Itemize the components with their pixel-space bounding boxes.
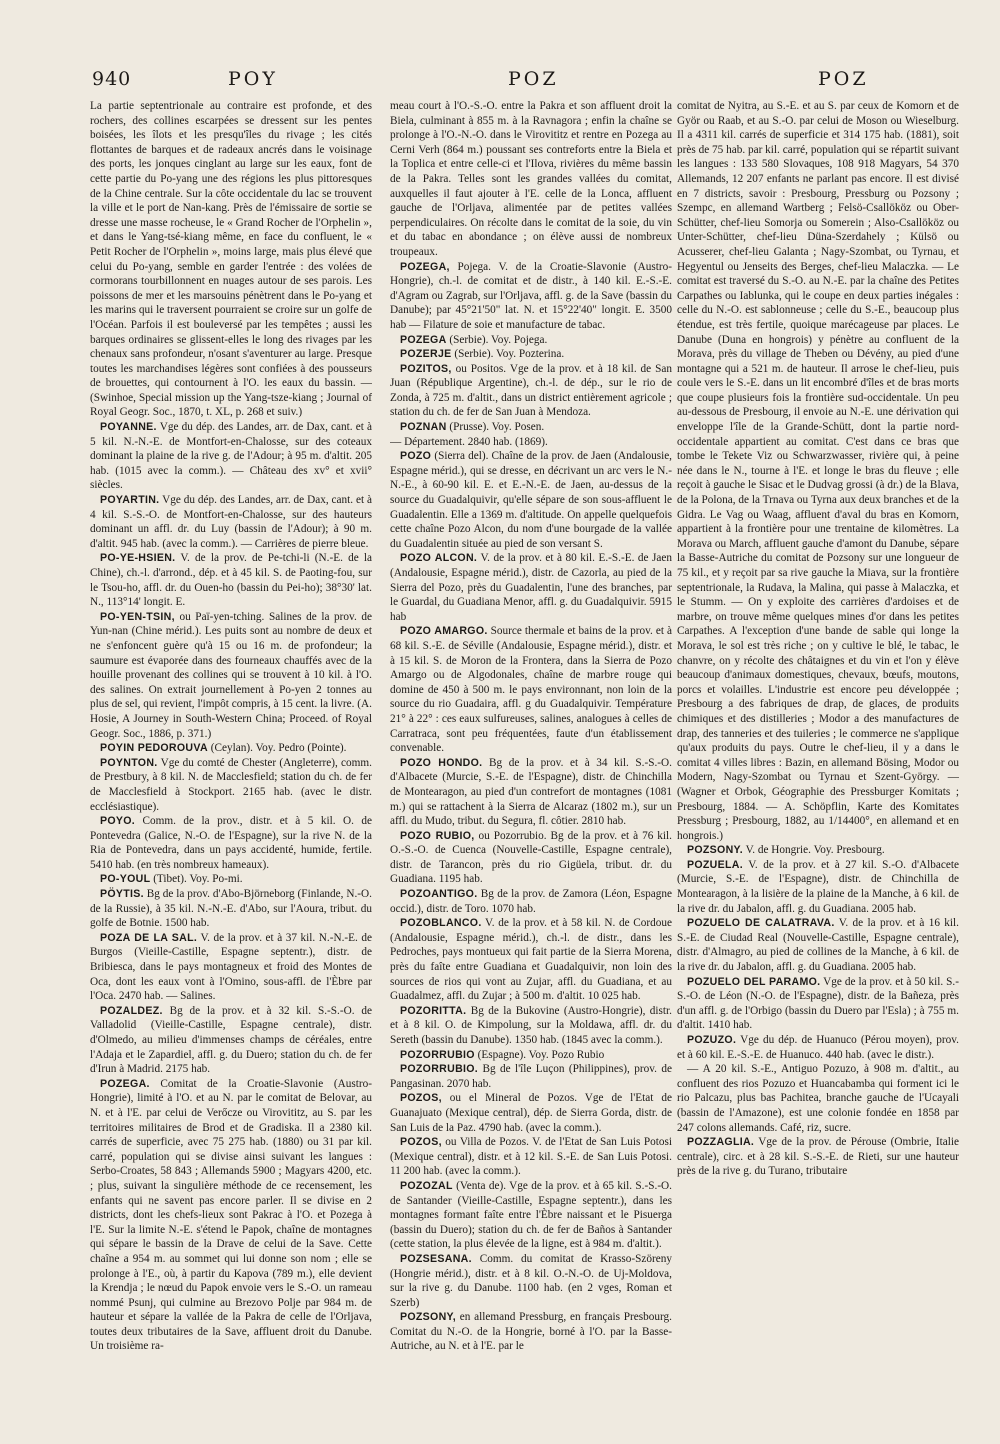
entry-text: en allemand Pressburg, en français Presbourg. Comitat du N.-O. de la Hongrie, borné à l'O. par la Basse-Autriche, au N. et à l'E. par le <box>390 1311 672 1353</box>
entry-headword: POZO AMARGO. <box>400 625 488 638</box>
entry-text: Pojega. V. de la Croatie-Slavonie (Austro-Hongrie), ch.-l. de comitat et de distr., à 140 kil. E.-S.-E. d'Agram ou Zagrab, sur l'Orljava, affl. g. de la Save (bassin du Danube); par 45°21'50" lat. N. et 15°22'40" longit. E. 3500 hab — Filature de soie et manufacture de tabac. <box>390 260 672 331</box>
entry-headword: POYIN PEDOROUVA <box>100 742 208 755</box>
dictionary-entry <box>677 1033 959 1062</box>
dictionary-entry <box>90 493 372 551</box>
dictionary-entry <box>390 1062 672 1091</box>
dictionary-entry <box>390 756 672 829</box>
dictionary-entry <box>677 916 959 974</box>
entry-text: V. de la prov. et à 58 kil. N. de Cordoue (Andalousie, Espagne mérid.), ch.-l. de distr., dans les Pedroches, pays montueux qui fait partie de la Sierra Morena, près du faîte entre Guadiana et Guadalquivir, non loin des sources de rios qui vont au Zujar, affl. du Guadiana, et au Guadalmez, affl. du Zujar ; à 500 m. d'altit. 10 025 hab. <box>390 917 672 1003</box>
dictionary-entry <box>677 1135 959 1179</box>
dictionary-entry <box>390 1252 672 1310</box>
dictionary-entry <box>390 916 672 1004</box>
dictionary-entry <box>90 1004 372 1077</box>
entry-headword: PO-YOUL <box>100 873 151 886</box>
entry-headword: POZO HONDO. <box>400 756 483 769</box>
entry-headword: POZORRUBIO <box>400 1048 475 1061</box>
text-column-left <box>90 99 372 1429</box>
entry-headword: POYANNE. <box>100 421 157 434</box>
dictionary-entry <box>90 756 372 814</box>
text-column-middle <box>390 99 672 1429</box>
entry-text: comitat de Nyitra, au S.-E. et au S. par ceux de Komorn et de Györ ou Raab, et au S.-O. par celui de Moson ou Wieselburg. Il a 4311 kil. carrés de superficie et 314 175 hab. (1881), soit près de 75 hab. par kil. carré, population qui se répartit suivant les langues : 133 580 Slovaques, 108 918 Magyars, 54 370 Allemands, 12 207 enfants ne parlant pas encore. Il est divisé en 7 districts, savoir : Presbourg, Pressburg ou Pozsony ; Szempc, en allemand Wartberg ; Felsö-Csallököz ou Ober-Schütter, chef-lieu Somorja ou Somerein ; Also-Csallököz ou Unter-Schütter, chef-lieu Düna-Szerdahely ; Külsö ou Acusserer, chef-lieu Galanta ; Nagy-Szombat, ou Tyrnau, et Hegyentul ou Jenseits des Berges, chef-lieu Malaczka. — Le comitat est traversé du S.-O. au N.-E. par la chaîne des Petites Carpathes ou Iablunka, qui le coupe en deux parties inégales : celle du N.-O. est sablonneuse ; celle du S.-E., beaucoup plus étendue, est très fertile, quoique marécageuse par places. Le Danube (Duna en hongrois) y pénètre au confluent de la Morava, près du village de Theben ou Dévény, au pied d'une montagne qui a 521 m. de hauteur. Il arrose le chef-lieu, puis coule vers le S.-E. dans un lit encombré d'îles et de bras morts que coupe plusieurs fois la frontière sud-occidentale. Un peu au-dessous de Presbourg, il envoie au N.-E. une dérivation qui enveloppe l'île de la Grande-Schütt, dont la partie nord-occidentale appartient au comitat. C'est dans ce bras que tombe le Tekete Viz ou Schwarzwasser, rivière qui, à peine née dans le N., tourne à l'E. et longe le bras du fleuve ; elle reçoit à gauche le Sisac et le Dudvag grossi (à dr.) de la Blava, de la Polona, de la Trnava ou Tyrna aux deux branches et de la Gidra. Le Vag ou Waag, affluent d'aval du bras en Komorn, appartient à la frontière pour une trentaine de kilomètres. La Morava ou March, affluent gauche d'amont du Danube, sépare la Basse-Autriche du comitat de Pozsony sur une longueur de 75 kil., et y reçoit par sa rive gauche la Miava, sur la frontière septentrionale, la Rudava, la Malina, qui passe à Malaczka, et le Stumm. — On y exploite des carrières d'ardoises et de marbre, on trouve même quelques mines d'or dans les petites Carpathes. A l'exception d'une bande de sable qui longe la Morava, le sol est très riche ; on y cultive le blé, le tabac, le chanvre, on y récolte des châtaignes et du vin et l'on y élève beaucoup d'animaux domestiques, chevaux, bœufs, moutons, porcs et volailles. L'industrie est encore peu développée ; Presbourg a des fabriques de drap, de glaces, de produits chimiques et des distilleries ; Modor a des manufactures de drap, des tanneries et des tuileries ; le commerce ne s'applique qu'aux produits du pays. Outre le chef-lieu, il y a dans le comitat 4 villes libres : Bazin, en allemand Bösing, Modor ou Modern, Nagy-Szombat ou Tyrnau et Szent-György. — (Wagner et Orbok, Géographie des Pressburger Komitats ; Presbourg, 1884. — A. Schöpflin, Karte des Komitates Pressburg ; Presbourg, 1882, au 1/14400°, en allemand et en hongrois.) <box>677 100 959 842</box>
entry-text: Vge du dép. de Huanuco (Pérou moyen), prov. et à 60 kil. E.-S.-E. de Huanuco. 440 hab. (avec le distr.). <box>677 1034 959 1061</box>
dictionary-entry <box>390 420 672 435</box>
entry-text: V. de la prov. et à 16 kil. S.-E. de Ciudad Real (Nouvelle-Castille, Espagne centrale), distr. d'Almagro, au pied de collines de la Manche, à 6 kil. de la rive dr. du Jabalon, affl. g. du Guadiana. 2005 hab. <box>677 917 959 974</box>
dictionary-entry <box>390 333 672 348</box>
entry-headword: POZA DE LA SAL. <box>100 931 198 944</box>
dictionary-entry <box>390 99 672 260</box>
dictionary-entry <box>90 887 372 931</box>
entry-headword: POZEGA. <box>100 1077 150 1090</box>
entry-text: Comm. de la prov., distr. et à 5 kil. O. de Pontevedra (Galice, N.-O. de l'Espagne), sur la rive N. de la Ria de Pontevedra, dans un pays accidenté, humide, fertile. 5410 hab. (en très nombreux hameaux). <box>90 815 372 871</box>
dictionary-entry <box>390 1135 672 1179</box>
entry-text: ou Pozorrubio. Bg de la prov. et à 76 kil. O.-S.-O. de Cuenca (Nouvelle-Castille, Espagne centrale), distr. de Tarancon, près du rio Gigüela, tribut. dr. du Guadiana. 1195 hab. <box>390 829 672 886</box>
entry-text: Comitat de la Croatie-Slavonie (Austro-Hongrie), limité à l'O. et au N. par le comitat de Belovar, au N. et à l'E. par celui de Verőcze ou Virovititz, au S. par les territoires militaires de Brod et de Gradiska. Il a 2380 kil. carrés de superficie, avec 75 275 hab. (1880) ou 31 par kil. carré, population qui se divise ainsi suivant les langues : Serbo-Croates, 58 843 ; Allemands 5900 ; Magyars 4200, etc. ; plus, suivant la singulière méthode de ce recensement, les enfants qui ne savent pas encore parler. Il se divise en 2 districts, dont les chefs-lieux sont Pakrac à l'O. et Pozega à l'E. Sur la limite N.-E. s'étend le Papok, chaîne de montagnes qui sépare le bassin de la Drave de celui de la Save. Cette chaîne a 954 m. au sommet qui lui donne son nom ; elle se prolonge à l'E., où, à partir du Kapova (789 m.), elle devient la Krendja ; le nœud du Papok envoie vers le S.-O. un rameau nommé Psunj, qui culmine au Brezovo Polje par 984 m. de hauteur et sépare la vallée de la Pakra de celle de l'Orljava, toutes deux tributaires de la Save, affluent droit du Danube. Un troisième ra- <box>90 1077 372 1353</box>
text-column-right <box>677 99 959 1429</box>
entry-headword: PO-YEN-TSIN, <box>100 610 175 623</box>
entry-headword: POZUELO DEL PARAMO. <box>687 975 821 988</box>
entry-text: — A 20 kil. S.-E., Antiguo Pozuzo, à 908 m. d'altit., au confluent des rios Pozuzo et Huancabamba qui forment ici le rio Palcazu, plus bas Pachitea, branche gauche de l'Ucayali (bassin de l'Amazone), est une colonie fondée en 1858 par 247 colons allemands. Café, riz, sucre. <box>677 1063 959 1134</box>
entry-text: (Serbie). Voy. Pojega. <box>446 333 548 346</box>
entry-text: (Ceylan). Voy. Pedro (Pointe). <box>207 742 347 755</box>
page-number: 940 <box>92 68 132 90</box>
dictionary-entry <box>390 1179 672 1252</box>
dictionary-entry <box>390 362 672 420</box>
page-header <box>0 66 1000 100</box>
entry-headword: POZEGA <box>400 333 447 346</box>
dictionary-entry <box>677 1062 959 1135</box>
entry-text: Vge de la prov. et à 50 kil. S.-S.-O. de Léon (N.-O. de l'Espagne), distr. de la Bañeza, près d'un affl. g. de l'Orbigo (bassin du Duero par l'Esla) ; à 755 m. d'altit. 1410 hab. <box>677 975 959 1032</box>
dictionary-entry <box>390 1091 672 1135</box>
entry-headword: PO-YE-HSIEN. <box>100 552 176 565</box>
dictionary-entry <box>677 843 959 858</box>
dictionary-entry <box>677 975 959 1033</box>
dictionary-entry <box>390 449 672 551</box>
entry-text: Bg de la Bukovine (Austro-Hongrie), distr. et à 8 kil. O. de Kimpolung, sur la Moldawa, affl. dr. du Sereth (bassin du Danube). 1350 hab. (1845 avec la comm.). <box>390 1004 672 1046</box>
entry-text: meau court à l'O.-S.-O. entre la Pakra et son affluent droit la Biela, culminant à 855 m. à la Ravnagora ; enfin la chaîne se prolonge à l'O.-N.-O. dans le Virovititz et rentre en Pozega au Cerni Verh (864 m.) poussant ses contreforts entre la Biela et la Toplica et entre celle-ci et l'Ilova, rivières du même bassin de la Pakra. Telles sont les grandes vallées du comitat, auxquelles il faut ajouter à l'E. celle de la Lonca, affluent gauche de l'Orljava, alimentée par de petites vallées perpendiculaires. On récolte dans le comitat de la soie, du vin et du tabac en abondance ; on élève aussi de nombreux troupeaux. <box>390 100 672 258</box>
entry-headword: POZUELA. <box>687 858 743 871</box>
entry-headword: POYO. <box>100 815 136 828</box>
entry-text: V. de la prov. et à 27 kil. S.-O. d'Albacete (Murcie, S.-E. de l'Espagne), distr. de Chinchilla de Montearagon, à la lisière de la plaine de la Manche, à 6 kil. de la rive dr. du Jabalon, affl. g. du Guadiana. 2005 hab. <box>677 858 959 915</box>
entry-text: Bg de l'île Luçon (Philippines), prov. de Pangasinan. 2070 hab. <box>390 1063 672 1090</box>
dictionary-entry <box>390 347 672 362</box>
entry-headword: POZNAN <box>400 421 447 434</box>
entry-text: Vge du comté de Chester (Angleterre), comm. de Prestbury, à 8 kil. N. de Macclesfield; station du ch. de fer de Macclesfield à Stockport. 2165 hab. (avec le distr. ecclésiastique). <box>90 756 372 813</box>
dictionary-entry <box>390 260 672 333</box>
dictionary-entry <box>390 887 672 916</box>
entry-text: Bg de la prov. et à 34 kil. S.-S.-O. d'Albacete (Murcie, S.-E. de l'Espagne), distr. de Chinchilla de Montearagon, au pied d'un contrefort de montagnes (1081 m.) qui se rattachent à la Sierra de Alcaraz (1802 m.), sur un affl. du Mudo, tribut. du Segura, fl. côtier. 2810 hab. <box>390 756 672 828</box>
entry-text: Bg de la prov. de Zamora (Léon, Espagne occid.), distr. de Toro. 1070 hab. <box>390 888 672 915</box>
entry-headword: POZSESANA. <box>400 1252 472 1265</box>
entry-headword: PÖYTIS. <box>100 888 144 901</box>
entry-headword: POZO <box>400 450 432 463</box>
entry-headword: POZOS, <box>400 1136 442 1149</box>
entry-headword: POZZAGLIA. <box>687 1136 755 1149</box>
entry-text: — Département. 2840 hab. (1869). <box>390 435 548 448</box>
entry-text: ou el Mineral de Pozos. Vge de l'Etat de Guanajuato (Mexique central), dép. de Sierra Gorda, distr. de San Luis de la Paz. 4790 hab. (avec la comm.). <box>390 1092 672 1134</box>
entry-text: Vge du dép. des Landes, arr. de Dax, cant. et à 4 kil. S.-S.-O. de Montfort-en-Chalosse, sur des hauteurs dominant un affl. dr. du Luy (bassin de l'Adour); à 90 m. d'altit. 945 hab. (avec la comm.). — Carrières de pierre bleue. <box>90 494 372 550</box>
dictionary-entry <box>90 931 372 1004</box>
entry-text: ou Paï-yen-tching. Salines de la prov. de Yun-nan (Chine mérid.). Les puits sont au nombre de deux et ne s'enfoncent guère qu'à 15 ou 16 m. de profondeur; la saumure est évaporée dans des fourneaux chauffés avec de la houille provenant des collines qui se trouvent à 10 kil. à l'O. des salines. On extrait journellement à Po-yen 2 tonnes au plus de sel, qui revient, l'impôt compris, à 15 cent. la livre. (A. Hosie, A Journey in South-Western China; Proceed. of Royal Geogr. Soc., 1886, p. 371.) <box>90 610 372 740</box>
entry-text: V. de la prov. et à 37 kil. N.-N.-E. de Burgos (Vieille-Castille, Espagne septentr.), distr. de Bribiesca, dans le pays montagneux et froid des Montes de Oca, dont les eaux vont à l'Omino, sous-affl. de l'Èbre par l'Oca. 2470 hab. — Salines. <box>90 931 372 1003</box>
entry-headword: POZO RUBIO, <box>400 829 475 842</box>
dictionary-entry <box>677 99 959 843</box>
dictionary-entry <box>90 1077 372 1354</box>
entry-headword: POYNTON. <box>100 756 158 769</box>
dictionary-entry <box>90 872 372 887</box>
dictionary-entry <box>390 435 672 450</box>
dictionary-entry <box>390 551 672 624</box>
entry-text: Bg de la prov. d'Abo-Björneborg (Finlande, N.-O. de la Russie), à 35 kil. N.-N.-E. d'Abo, sur l'Aoura, tribut. du golfe de Botnie. 1500 hab. <box>90 888 372 930</box>
entry-text: (Prusse). Voy. Posen. <box>446 421 545 434</box>
entry-text: (Espagne). Voy. Pozo Rubio <box>474 1048 605 1061</box>
entry-headword: POZALDEZ. <box>100 1004 163 1017</box>
entry-text: (Sierra del). Chaîne de la prov. de Jaen (Andalousie, Espagne mérid.), qui se dresse, en décrivant un arc vers le N.-N.-E., à 60-90 kil. E. et E.-N.-E. de Jaen, au-dessus de la source du Guadalquivir, qu'elle sépare de son sous-affluent le Guadalentin. Elle a 1369 m. d'altitude. On appelle quelquefois cette chaîne Pozo Alcon, du nom d'une bourgade de la vallée du Guadalentin située au pied de son versant S. <box>390 450 672 550</box>
entry-headword: POZO ALCON. <box>400 552 478 565</box>
entry-text: V. de la prov. et à 80 kil. E.-S.-E. de Jaen (Andalousie, Espagne mérid.), distr. de Cazorla, au pied de la Sierra del Pozo, près du Guadalentin, l'une des branches, par le Guardal, du Guadiana Menor, affl. g. du Guadalquivir. 5915 hab <box>390 552 672 623</box>
entry-text: V. de Hongrie. Voy. Presbourg. <box>742 844 885 857</box>
entry-headword: POZUELO DE CALATRAVA. <box>687 917 835 930</box>
entry-headword: POZEGA, <box>400 260 450 273</box>
entry-headword: POZUZO. <box>687 1034 737 1046</box>
entry-headword: POZERJE <box>400 348 452 361</box>
running-head-center: POZ <box>508 68 559 90</box>
entry-headword: POZOS, <box>400 1092 442 1105</box>
dictionary-entry <box>390 1004 672 1048</box>
entry-text: (Tibet). Voy. Po-mi. <box>150 873 243 886</box>
dictionary-entry <box>90 814 372 872</box>
dictionary-entry <box>90 420 372 493</box>
entry-headword: POZOBLANCO. <box>400 917 482 930</box>
entry-headword: POZOANTIGO. <box>400 888 478 901</box>
entry-text: V. de la prov. de Pe-tchi-li (N.-E. de la Chine), ch.-l. d'arrond., dép. et à 45 kil. S. de Paoting-fou, sur le Tsou-ho, affl. dr. du Ouen-ho (bassin du Pei-ho); 38°30' lat. N., 113°14' longit. E. <box>90 552 372 609</box>
dictionary-entry <box>90 99 372 420</box>
entry-text: Source thermale et bains de la prov. et à 68 kil. S.-E. de Séville (Andalousie, Espagne mérid.), distr. et à 15 kil. S. de Moron de la Frontera, dans la Sierra de Pozo Amargo ou de Algodonales, chaîne de marbre rouge qui domine de 450 à 500 m. le pays environnant, non loin de la source du rio Guadaira, affl. g du Guadalquivir. Température 21° à 22° : ces eaux sulfureuses, salines, analogues à celles de Carratraca, sont peu fréquentées, faute d'un établissement convenable. <box>390 625 672 755</box>
running-head-left: POY <box>228 68 278 90</box>
entry-text: (Venta de). Vge de la prov. et à 65 kil. S.-S.-O. de Santander (Vieille-Castille, Espagne septentr.), dans les montagnes formant faîte entre l'Èbre naissant et le Pisuerga (bassin du Duero); station du ch. de fer de Baños à Santander (cette station, la plus élevée de la ligne, est à 984 m. d'altit.). <box>390 1179 672 1251</box>
entry-headword: POZITOS, <box>400 362 452 375</box>
entry-headword: POZSONY. <box>687 844 743 857</box>
entry-headword: POZOZAL <box>400 1179 453 1192</box>
entry-text: (Serbie). Voy. Pozterina. <box>451 348 565 361</box>
dictionary-entry <box>677 858 959 916</box>
dictionary-entry <box>390 624 672 755</box>
dictionary-entry <box>90 610 372 741</box>
dictionary-entry <box>390 829 672 887</box>
dictionary-entry <box>390 1310 672 1354</box>
entry-text: La partie septentrionale au contraire est profonde, et des rochers, des collines escarpées se dressent sur les pentes boisées, les îlots et les presqu'îles du rivage ; les cités flottantes de barques et de radeaux ancrés dans le voisinage des ports, les jonques cinglant au large sur les eaux, font de cette partie du Po-yang une des régions les plus pittoresques de la Chine centrale. Sur la côte occidentale du lac se trouvent la ville et le port de Nan-kang. Près de l'émissaire de sortie se dresse une masse rocheuse, le « Grand Rocher de l'Orphelin », et dans le Yang-tsé-kiang même, en face du confluent, le « Petit Rocher de l'Orphelin », moins large, mais plus élevé que celui du Po-yang, semble en garder l'entrée : des volées de cormorans tourbillonnent en nuages autour de ses parois. Les poissons de mer et les marsouins pénètrent dans le Po-yang et les marins qui le traversent pourraient se croire sur un golfe de l'Océan. Parfois il est bouleversé par les tempêtes ; aussi les barques ordinaires se glissent-elles le long des rivages par les chenaux sans profondeur, n'osant s'aventurer au large. Presque toutes les marchandises légères sont confiées à des pousseurs de brouettes, qui contournent à l'O. les eaux du bassin. — (Swinhoe, Special mission up the Yang-tsze-kiang ; Journal of Royal Geogr. Soc., 1870, t. XL, p. 268 et suiv.) <box>90 100 372 419</box>
entry-text: ou Positos. Vge de la prov. et à 18 kil. de San Juan (République Argentine), ch.-l. de dép., sur le rio de Zonda, à 725 m. d'altit., dans un district entièrement agricole ; station du ch. de fer de San Juan à Mendoza. <box>390 362 672 419</box>
entry-headword: POZSONY, <box>400 1311 456 1324</box>
entry-headword: POYARTIN. <box>100 494 160 507</box>
running-head-right: POZ <box>818 68 869 90</box>
entry-headword: POZORRUBIO. <box>400 1063 479 1076</box>
dictionary-entry <box>90 551 372 609</box>
entry-headword: POZORITTA. <box>400 1004 467 1017</box>
entry-text: Comm. du comitat de Krasso-Szöreny (Hongrie mérid.), distr. et à 8 kil. O.-N.-O. de Uj-Moldova, sur la rive g. du Danube. 1100 hab. (en 2 vges, Roman et Szerb) <box>390 1252 672 1309</box>
entry-text: Vge du dép. des Landes, arr. de Dax, cant. et à 5 kil. N.-N.-E. de Montfort-en-Chalosse, sur des coteaux dominant la plaine de la rive g. de l'Adour; à 95 m. d'altit. 205 hab. (1015 avec la comm.). — Château des xv° et xvii° siècles. <box>90 421 372 492</box>
entry-text: ou Villa de Pozos. V. de l'Etat de San Luis Potosi (Mexique central), distr. et à 12 kil. S.-E. de San Luis Potosi. 11 200 hab. (avec la comm.). <box>390 1136 672 1178</box>
entry-text: Vge de la prov. de Pérouse (Ombrie, Italie centrale), circ. et à 28 kil. S.-S.-E. de Rieti, sur une hauteur près de la rive g. du Turano, tributaire <box>677 1136 959 1178</box>
dictionary-entry <box>90 741 372 756</box>
dictionary-entry <box>390 1048 672 1063</box>
entry-text: Bg de la prov. et à 32 kil. S.-S.-O. de Valladolid (Vieille-Castille, Espagne centrale), distr. d'Olmedo, au milieu d'immenses champs de céréales, entre l'Adaja et le Zapardiel, affl. g. du Duero; station du ch. de fer d'Irun à Madrid. 2175 hab. <box>90 1004 372 1076</box>
